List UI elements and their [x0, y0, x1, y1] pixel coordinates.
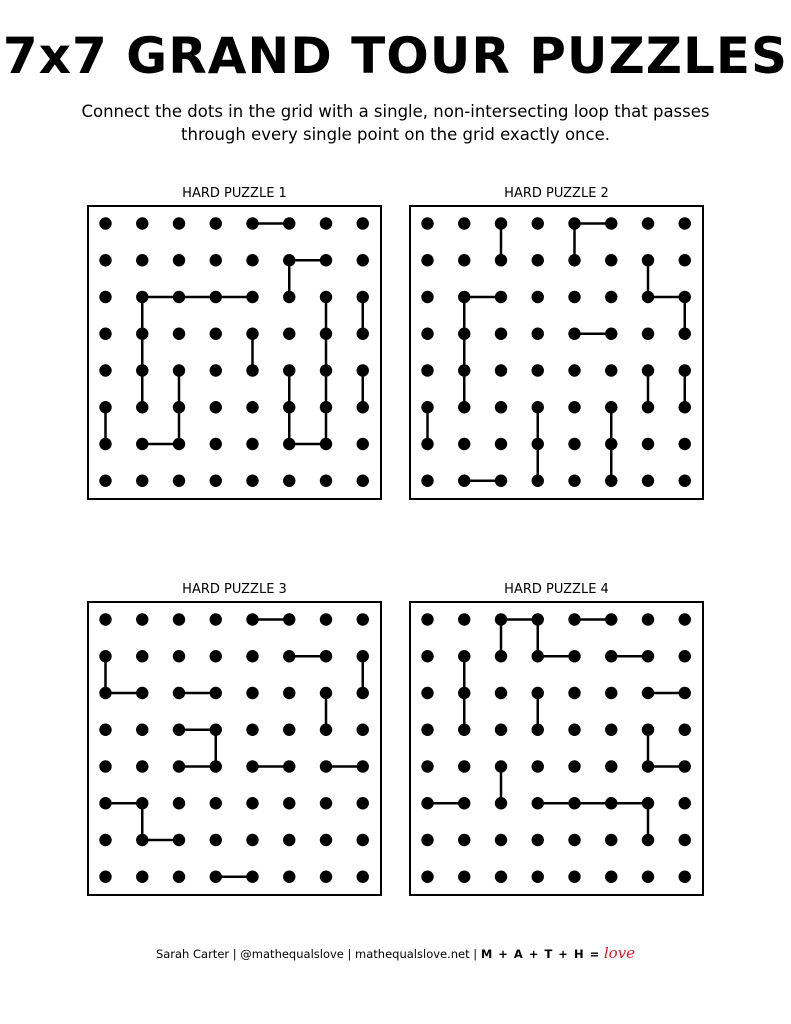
grid-dot[interactable] [458, 797, 470, 809]
grid-dot[interactable] [173, 797, 185, 809]
grid-dot[interactable] [495, 834, 507, 846]
grid-dot[interactable] [136, 401, 148, 413]
grid-dot[interactable] [320, 871, 332, 883]
grid-dot[interactable] [642, 475, 654, 487]
grid-dot[interactable] [605, 328, 617, 340]
grid-dot[interactable] [458, 401, 470, 413]
puzzle-label: HARD PUZZLE 2 [504, 186, 609, 201]
grid-dot[interactable] [568, 254, 580, 266]
grid-dot[interactable] [320, 797, 332, 809]
grid-dot[interactable] [246, 760, 258, 772]
grid-dot[interactable] [357, 687, 369, 699]
grid-dot[interactable] [99, 364, 111, 376]
grid-dot[interactable] [421, 401, 433, 413]
grid-dot[interactable] [605, 650, 617, 662]
grid-dot[interactable] [210, 650, 222, 662]
grid-dot[interactable] [642, 760, 654, 772]
grid-dot[interactable] [99, 291, 111, 303]
grid-dot[interactable] [136, 254, 148, 266]
grid-dot[interactable] [173, 724, 185, 736]
grid-dot[interactable] [568, 724, 580, 736]
grid-dot[interactable] [246, 871, 258, 883]
grid-dot[interactable] [495, 364, 507, 376]
grid-dot[interactable] [679, 687, 691, 699]
grid-dot[interactable] [136, 613, 148, 625]
grid-dot[interactable] [320, 328, 332, 340]
grid-dot[interactable] [532, 834, 544, 846]
grid-dot[interactable] [605, 217, 617, 229]
grid-dot[interactable] [679, 834, 691, 846]
grid-dot[interactable] [495, 291, 507, 303]
grid-dot[interactable] [246, 401, 258, 413]
grid-dot[interactable] [642, 687, 654, 699]
grid-dot[interactable] [283, 217, 295, 229]
grid-dot[interactable] [283, 364, 295, 376]
grid-dot[interactable] [173, 475, 185, 487]
grid-dot[interactable] [283, 687, 295, 699]
grid-dot[interactable] [136, 217, 148, 229]
grid-dot[interactable] [136, 438, 148, 450]
grid-dot[interactable] [173, 613, 185, 625]
grid-dot[interactable] [679, 254, 691, 266]
grid-dot[interactable] [605, 797, 617, 809]
grid-dot[interactable] [246, 438, 258, 450]
grid-dot[interactable] [495, 438, 507, 450]
grid-dot[interactable] [320, 834, 332, 846]
grid-dot[interactable] [246, 650, 258, 662]
grid-dot[interactable] [458, 364, 470, 376]
grid-dot[interactable] [532, 291, 544, 303]
footer-credits: Sarah Carter | @mathequalslove | mathequalslove.net | [155, 947, 478, 961]
grid-dot[interactable] [679, 760, 691, 772]
dot-grid [409, 205, 704, 500]
grid-dot[interactable] [568, 613, 580, 625]
grid-dot[interactable] [642, 328, 654, 340]
puzzle-label: HARD PUZZLE 4 [504, 582, 609, 597]
grid-dot[interactable] [357, 401, 369, 413]
grid-dot[interactable] [679, 328, 691, 340]
grid-dot[interactable] [283, 401, 295, 413]
grid-dot[interactable] [99, 687, 111, 699]
grid-dot[interactable] [246, 475, 258, 487]
grid-dot[interactable] [495, 797, 507, 809]
grid-dot[interactable] [136, 797, 148, 809]
grid-dot[interactable] [320, 438, 332, 450]
grid-dot[interactable] [173, 650, 185, 662]
grid-dot[interactable] [357, 438, 369, 450]
grid-dot[interactable] [136, 475, 148, 487]
grid-dot[interactable] [679, 871, 691, 883]
grid-dot[interactable] [320, 217, 332, 229]
grid-dot[interactable] [532, 724, 544, 736]
grid-dot[interactable] [568, 438, 580, 450]
grid-dot[interactable] [568, 871, 580, 883]
grid-dot[interactable] [495, 650, 507, 662]
grid-dot[interactable] [495, 724, 507, 736]
grid-dot[interactable] [136, 650, 148, 662]
grid-dot[interactable] [605, 364, 617, 376]
grid-dot[interactable] [320, 760, 332, 772]
grid-dot[interactable] [421, 438, 433, 450]
grid-dot[interactable] [458, 438, 470, 450]
grid-dot[interactable] [210, 613, 222, 625]
grid-dot[interactable] [495, 217, 507, 229]
grid-dot[interactable] [605, 724, 617, 736]
grid-dot[interactable] [246, 613, 258, 625]
grid-dot[interactable] [642, 834, 654, 846]
grid-dot[interactable] [679, 724, 691, 736]
grid-dot[interactable] [679, 291, 691, 303]
grid-dot[interactable] [99, 797, 111, 809]
grid-dot[interactable] [357, 760, 369, 772]
grid-dot[interactable] [458, 475, 470, 487]
grid-dot[interactable] [357, 834, 369, 846]
grid-dot[interactable] [421, 871, 433, 883]
grid-dot[interactable] [357, 364, 369, 376]
grid-dot[interactable] [532, 871, 544, 883]
grid-dot[interactable] [568, 687, 580, 699]
grid-dot[interactable] [568, 475, 580, 487]
grid-dot[interactable] [357, 475, 369, 487]
grid-dot[interactable] [210, 254, 222, 266]
grid-dot[interactable] [246, 834, 258, 846]
grid-dot[interactable] [495, 871, 507, 883]
grid-dot[interactable] [421, 724, 433, 736]
grid-dot[interactable] [173, 871, 185, 883]
grid-dot[interactable] [421, 291, 433, 303]
grid-dot[interactable] [532, 760, 544, 772]
grid-dot[interactable] [421, 328, 433, 340]
grid-dot[interactable] [99, 438, 111, 450]
grid-dot[interactable] [679, 475, 691, 487]
grid-dot[interactable] [136, 871, 148, 883]
grid-dot[interactable] [421, 797, 433, 809]
grid-dot[interactable] [283, 438, 295, 450]
grid-dot[interactable] [679, 438, 691, 450]
grid-dot[interactable] [99, 760, 111, 772]
grid-dot[interactable] [283, 834, 295, 846]
grid-dot[interactable] [173, 328, 185, 340]
grid-dot[interactable] [357, 328, 369, 340]
grid-dot[interactable] [173, 438, 185, 450]
grid-dot[interactable] [210, 328, 222, 340]
grid-dot[interactable] [210, 364, 222, 376]
grid-dot[interactable] [568, 834, 580, 846]
grid-dot[interactable] [421, 475, 433, 487]
grid-dot[interactable] [532, 475, 544, 487]
grid-dot[interactable] [283, 760, 295, 772]
grid-dot[interactable] [495, 687, 507, 699]
grid-dot[interactable] [421, 254, 433, 266]
grid-dot[interactable] [642, 254, 654, 266]
grid-dot[interactable] [421, 650, 433, 662]
grid-dot[interactable] [458, 834, 470, 846]
grid-dot[interactable] [605, 760, 617, 772]
grid-dot[interactable] [679, 217, 691, 229]
puzzle-label: HARD PUZZLE 1 [182, 186, 287, 201]
grid-dot[interactable] [136, 328, 148, 340]
grid-dot[interactable] [458, 613, 470, 625]
grid-dot[interactable] [210, 217, 222, 229]
grid-dot[interactable] [173, 401, 185, 413]
grid-dot[interactable] [210, 291, 222, 303]
grid-dot[interactable] [173, 254, 185, 266]
grid-dot[interactable] [173, 217, 185, 229]
grid-dot[interactable] [421, 217, 433, 229]
grid-dot[interactable] [605, 254, 617, 266]
grid-dot[interactable] [283, 650, 295, 662]
grid-dot[interactable] [605, 438, 617, 450]
grid-dot[interactable] [173, 291, 185, 303]
grid-dot[interactable] [283, 291, 295, 303]
grid-dot[interactable] [283, 724, 295, 736]
grid-dot[interactable] [421, 613, 433, 625]
dot-grid [409, 601, 704, 896]
grid-dot[interactable] [173, 760, 185, 772]
grid-dot[interactable] [320, 650, 332, 662]
grid-dot[interactable] [605, 475, 617, 487]
grid-dot[interactable] [136, 760, 148, 772]
grid-dot[interactable] [99, 328, 111, 340]
grid-border [410, 206, 703, 499]
grid-dot[interactable] [532, 254, 544, 266]
grid-dot[interactable] [210, 834, 222, 846]
grid-dot[interactable] [568, 217, 580, 229]
grid-dot[interactable] [568, 650, 580, 662]
grid-dot[interactable] [357, 254, 369, 266]
grid-dot[interactable] [605, 401, 617, 413]
grid-dot[interactable] [99, 650, 111, 662]
grid-dot[interactable] [283, 328, 295, 340]
grid-dot[interactable] [99, 834, 111, 846]
grid-dot[interactable] [421, 687, 433, 699]
puzzle-label: HARD PUZZLE 3 [182, 582, 287, 597]
grid-dot[interactable] [495, 475, 507, 487]
grid-dot[interactable] [320, 291, 332, 303]
grid-dot[interactable] [136, 687, 148, 699]
grid-dot[interactable] [173, 364, 185, 376]
grid-dot[interactable] [605, 613, 617, 625]
grid-dot[interactable] [458, 217, 470, 229]
grid-dot[interactable] [357, 613, 369, 625]
grid-dot[interactable] [421, 364, 433, 376]
grid-dot[interactable] [246, 328, 258, 340]
grid-dot[interactable] [642, 650, 654, 662]
grid-dot[interactable] [136, 291, 148, 303]
grid-dot[interactable] [320, 613, 332, 625]
grid-dot[interactable] [210, 687, 222, 699]
grid-dot[interactable] [568, 797, 580, 809]
grid-dot[interactable] [421, 834, 433, 846]
grid-dot[interactable] [679, 613, 691, 625]
grid-dot[interactable] [210, 871, 222, 883]
grid-dot[interactable] [605, 291, 617, 303]
grid-dot[interactable] [99, 613, 111, 625]
grid-dot[interactable] [246, 217, 258, 229]
grid-dot[interactable] [99, 871, 111, 883]
grid-dot[interactable] [679, 401, 691, 413]
grid-dot[interactable] [246, 797, 258, 809]
grid-dot[interactable] [210, 475, 222, 487]
grid-dot[interactable] [532, 613, 544, 625]
footer [0, 942, 791, 965]
grid-dot[interactable] [173, 834, 185, 846]
grid-dot[interactable] [458, 687, 470, 699]
grid-dot[interactable] [532, 364, 544, 376]
grid-dot[interactable] [99, 217, 111, 229]
grid-dot[interactable] [458, 254, 470, 266]
grid-dot[interactable] [246, 687, 258, 699]
grid-dot[interactable] [99, 401, 111, 413]
grid-dot[interactable] [210, 760, 222, 772]
grid-dot[interactable] [210, 401, 222, 413]
grid-dot[interactable] [458, 871, 470, 883]
grid-dot[interactable] [283, 797, 295, 809]
grid-dot[interactable] [357, 291, 369, 303]
grid-dot[interactable] [246, 291, 258, 303]
grid-dot[interactable] [320, 364, 332, 376]
grid-dot[interactable] [568, 760, 580, 772]
grid-dot[interactable] [605, 834, 617, 846]
grid-dot[interactable] [421, 760, 433, 772]
grid-dot[interactable] [99, 475, 111, 487]
grid-dot[interactable] [136, 724, 148, 736]
grid-dot[interactable] [320, 475, 332, 487]
grid-dot[interactable] [642, 797, 654, 809]
grid-dot[interactable] [320, 254, 332, 266]
grid-dot[interactable] [173, 687, 185, 699]
grid-dot[interactable] [283, 613, 295, 625]
grid-dot[interactable] [679, 650, 691, 662]
grid-dot[interactable] [568, 328, 580, 340]
grid-dot[interactable] [357, 650, 369, 662]
grid-dot[interactable] [283, 254, 295, 266]
grid-dot[interactable] [458, 760, 470, 772]
grid-dot[interactable] [357, 797, 369, 809]
grid-dot[interactable] [458, 328, 470, 340]
grid-dot[interactable] [210, 797, 222, 809]
grid-dot[interactable] [495, 401, 507, 413]
grid-border [410, 602, 703, 895]
grid-dot[interactable] [357, 724, 369, 736]
grid-dot[interactable] [210, 438, 222, 450]
grid-dot[interactable] [320, 687, 332, 699]
grid-dot[interactable] [357, 871, 369, 883]
grid-dot[interactable] [210, 724, 222, 736]
grid-dot[interactable] [458, 724, 470, 736]
grid-dot[interactable] [357, 217, 369, 229]
grid-border [88, 602, 381, 895]
grid-dot[interactable] [532, 328, 544, 340]
grid-dot[interactable] [605, 871, 617, 883]
grid-dot[interactable] [458, 650, 470, 662]
grid-dot[interactable] [642, 438, 654, 450]
grid-dot[interactable] [642, 364, 654, 376]
grid-dot[interactable] [246, 364, 258, 376]
grid-border [88, 206, 381, 499]
grid-dot[interactable] [283, 871, 295, 883]
grid-dot[interactable] [532, 650, 544, 662]
footer-love: love [603, 944, 636, 962]
footer-brand: M + A + T + H = [480, 947, 601, 961]
grid-dot[interactable] [458, 291, 470, 303]
grid-dot[interactable] [605, 687, 617, 699]
grid-dot[interactable] [495, 328, 507, 340]
grid-dot[interactable] [246, 724, 258, 736]
grid-dot[interactable] [532, 797, 544, 809]
grid-dot[interactable] [642, 401, 654, 413]
grid-dot[interactable] [320, 401, 332, 413]
grid-dot[interactable] [495, 613, 507, 625]
grid-dot[interactable] [679, 364, 691, 376]
grid-dot[interactable] [642, 217, 654, 229]
grid-dot[interactable] [246, 254, 258, 266]
grid-dot[interactable] [99, 724, 111, 736]
grid-dot[interactable] [136, 364, 148, 376]
grid-dot[interactable] [642, 291, 654, 303]
page-title: 7x7 GRAND TOUR PUZZLES [2, 27, 789, 85]
grid-dot[interactable] [532, 438, 544, 450]
grid-dot[interactable] [320, 724, 332, 736]
instructions: Connect the dots in the grid with a single, non-intersecting loop that passes through every single point on the grid exactly once. [81, 102, 710, 144]
grid-dot[interactable] [532, 401, 544, 413]
grid-dot[interactable] [679, 797, 691, 809]
grid-dot[interactable] [642, 724, 654, 736]
dot-grid [87, 205, 382, 500]
grid-dot[interactable] [642, 871, 654, 883]
grid-dot[interactable] [532, 217, 544, 229]
grid-dot[interactable] [642, 613, 654, 625]
grid-dot[interactable] [283, 475, 295, 487]
grid-dot[interactable] [532, 687, 544, 699]
grid-dot[interactable] [495, 760, 507, 772]
grid-dot[interactable] [568, 291, 580, 303]
grid-dot[interactable] [99, 254, 111, 266]
grid-dot[interactable] [568, 401, 580, 413]
grid-dot[interactable] [568, 364, 580, 376]
dot-grid [87, 601, 382, 896]
grid-dot[interactable] [136, 834, 148, 846]
grid-dot[interactable] [495, 254, 507, 266]
